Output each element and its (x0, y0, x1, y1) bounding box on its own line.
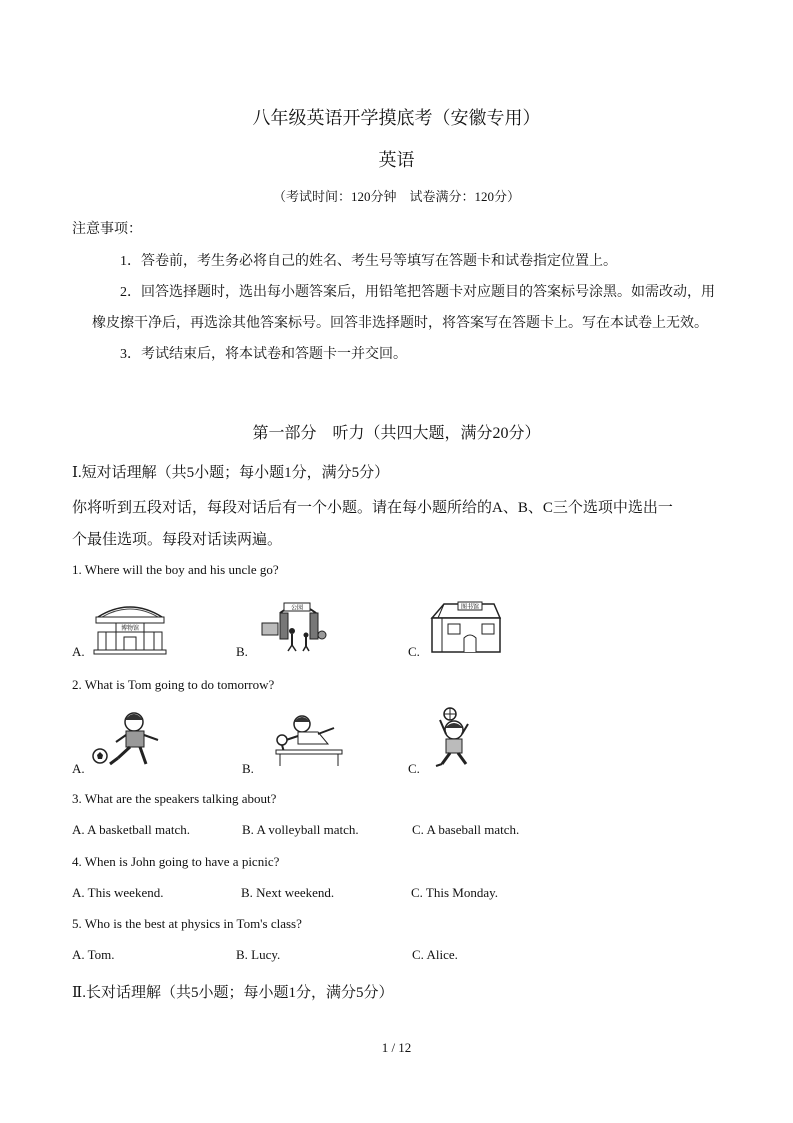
table-tennis-picture (268, 710, 348, 770)
question-3-option-a: A. A basketball match. (72, 822, 191, 837)
soccer-picture (88, 708, 164, 772)
question-1-option-c: C. (408, 644, 420, 659)
part1-title: 第一部分 听力（共四大题，满分20分） (252, 425, 541, 442)
notes-title: 注意事项： (72, 222, 142, 237)
library-picture (428, 598, 504, 656)
question-5-option-a: A. Tom. (72, 947, 115, 962)
park-picture (258, 595, 330, 655)
question-5-option-b: B. Lucy. (236, 947, 281, 962)
note-2-cont: 橡皮擦干净后，再选涂其他答案标号。回答非选择题时，将答案写在答题卡上。写在本试卷上无效。 (92, 316, 708, 331)
section2-title: Ⅱ.长对话理解（共5小题；每小题1分，满分5分） (72, 985, 394, 1001)
note-1: 1．答卷前，考生务必将自己的姓名、考生号等填写在答题卡和试卷指定位置上。 (120, 254, 617, 269)
question-3-option-c: C. A baseball match. (412, 822, 520, 837)
question-2-option-c: C. (408, 761, 420, 776)
section1-title: Ⅰ.短对话理解（共5小题；每小题1分，满分5分） (72, 465, 390, 481)
question-2-stem: 2. What is Tom going to do tomorrow? (72, 677, 275, 692)
question-4-stem: 4. When is John going to have a picnic? (72, 854, 280, 869)
page-number: 1 / 12 (381, 1040, 412, 1055)
question-1-option-a: A. (72, 644, 85, 659)
basketball-picture (428, 706, 484, 772)
museum-sign: 博物馆 (120, 625, 140, 632)
section1-instructions-1: 你将听到五段对话，每段对话后有一个小题。请在每小题所给的A、B、C三个选项中选出一 (72, 500, 673, 516)
exam-title: 八年级英语开学摸底考（安徽专用） (252, 108, 541, 128)
note-3: 3．考试结束后，将本试卷和答题卡一并交回。 (120, 347, 407, 362)
exam-info: （考试时间：120分钟 试卷满分：120分） (272, 189, 520, 204)
question-1-stem: 1. Where will the boy and his uncle go? (72, 562, 279, 577)
question-3-stem: 3. What are the speakers talking about? (72, 791, 277, 806)
question-2-option-b: B. (242, 761, 254, 776)
question-5-stem: 5. Who is the best at physics in Tom's class? (72, 916, 302, 931)
note-2: 2．回答选择题时，选出每小题答案后，用铅笔把答题卡对应题目的答案标号涂黑。如需改动，用 (120, 285, 715, 300)
question-5-option-c: C. Alice. (412, 947, 458, 962)
question-1-option-b: B. (236, 644, 248, 659)
question-4-option-b: B. Next weekend. (241, 885, 335, 900)
library-sign: 图书馆 (460, 603, 480, 611)
museum-picture (90, 595, 170, 657)
park-sign: 公园 (290, 604, 304, 612)
exam-subject: 英语 (378, 150, 415, 170)
question-2-option-a: A. (72, 761, 85, 776)
question-4-option-c: C. This Monday. (411, 885, 499, 900)
section1-instructions-2: 个最佳选项。每段对话读两遍。 (72, 532, 283, 548)
question-3-option-b: B. A volleyball match. (242, 822, 359, 837)
question-4-option-a: A. This weekend. (72, 885, 164, 900)
